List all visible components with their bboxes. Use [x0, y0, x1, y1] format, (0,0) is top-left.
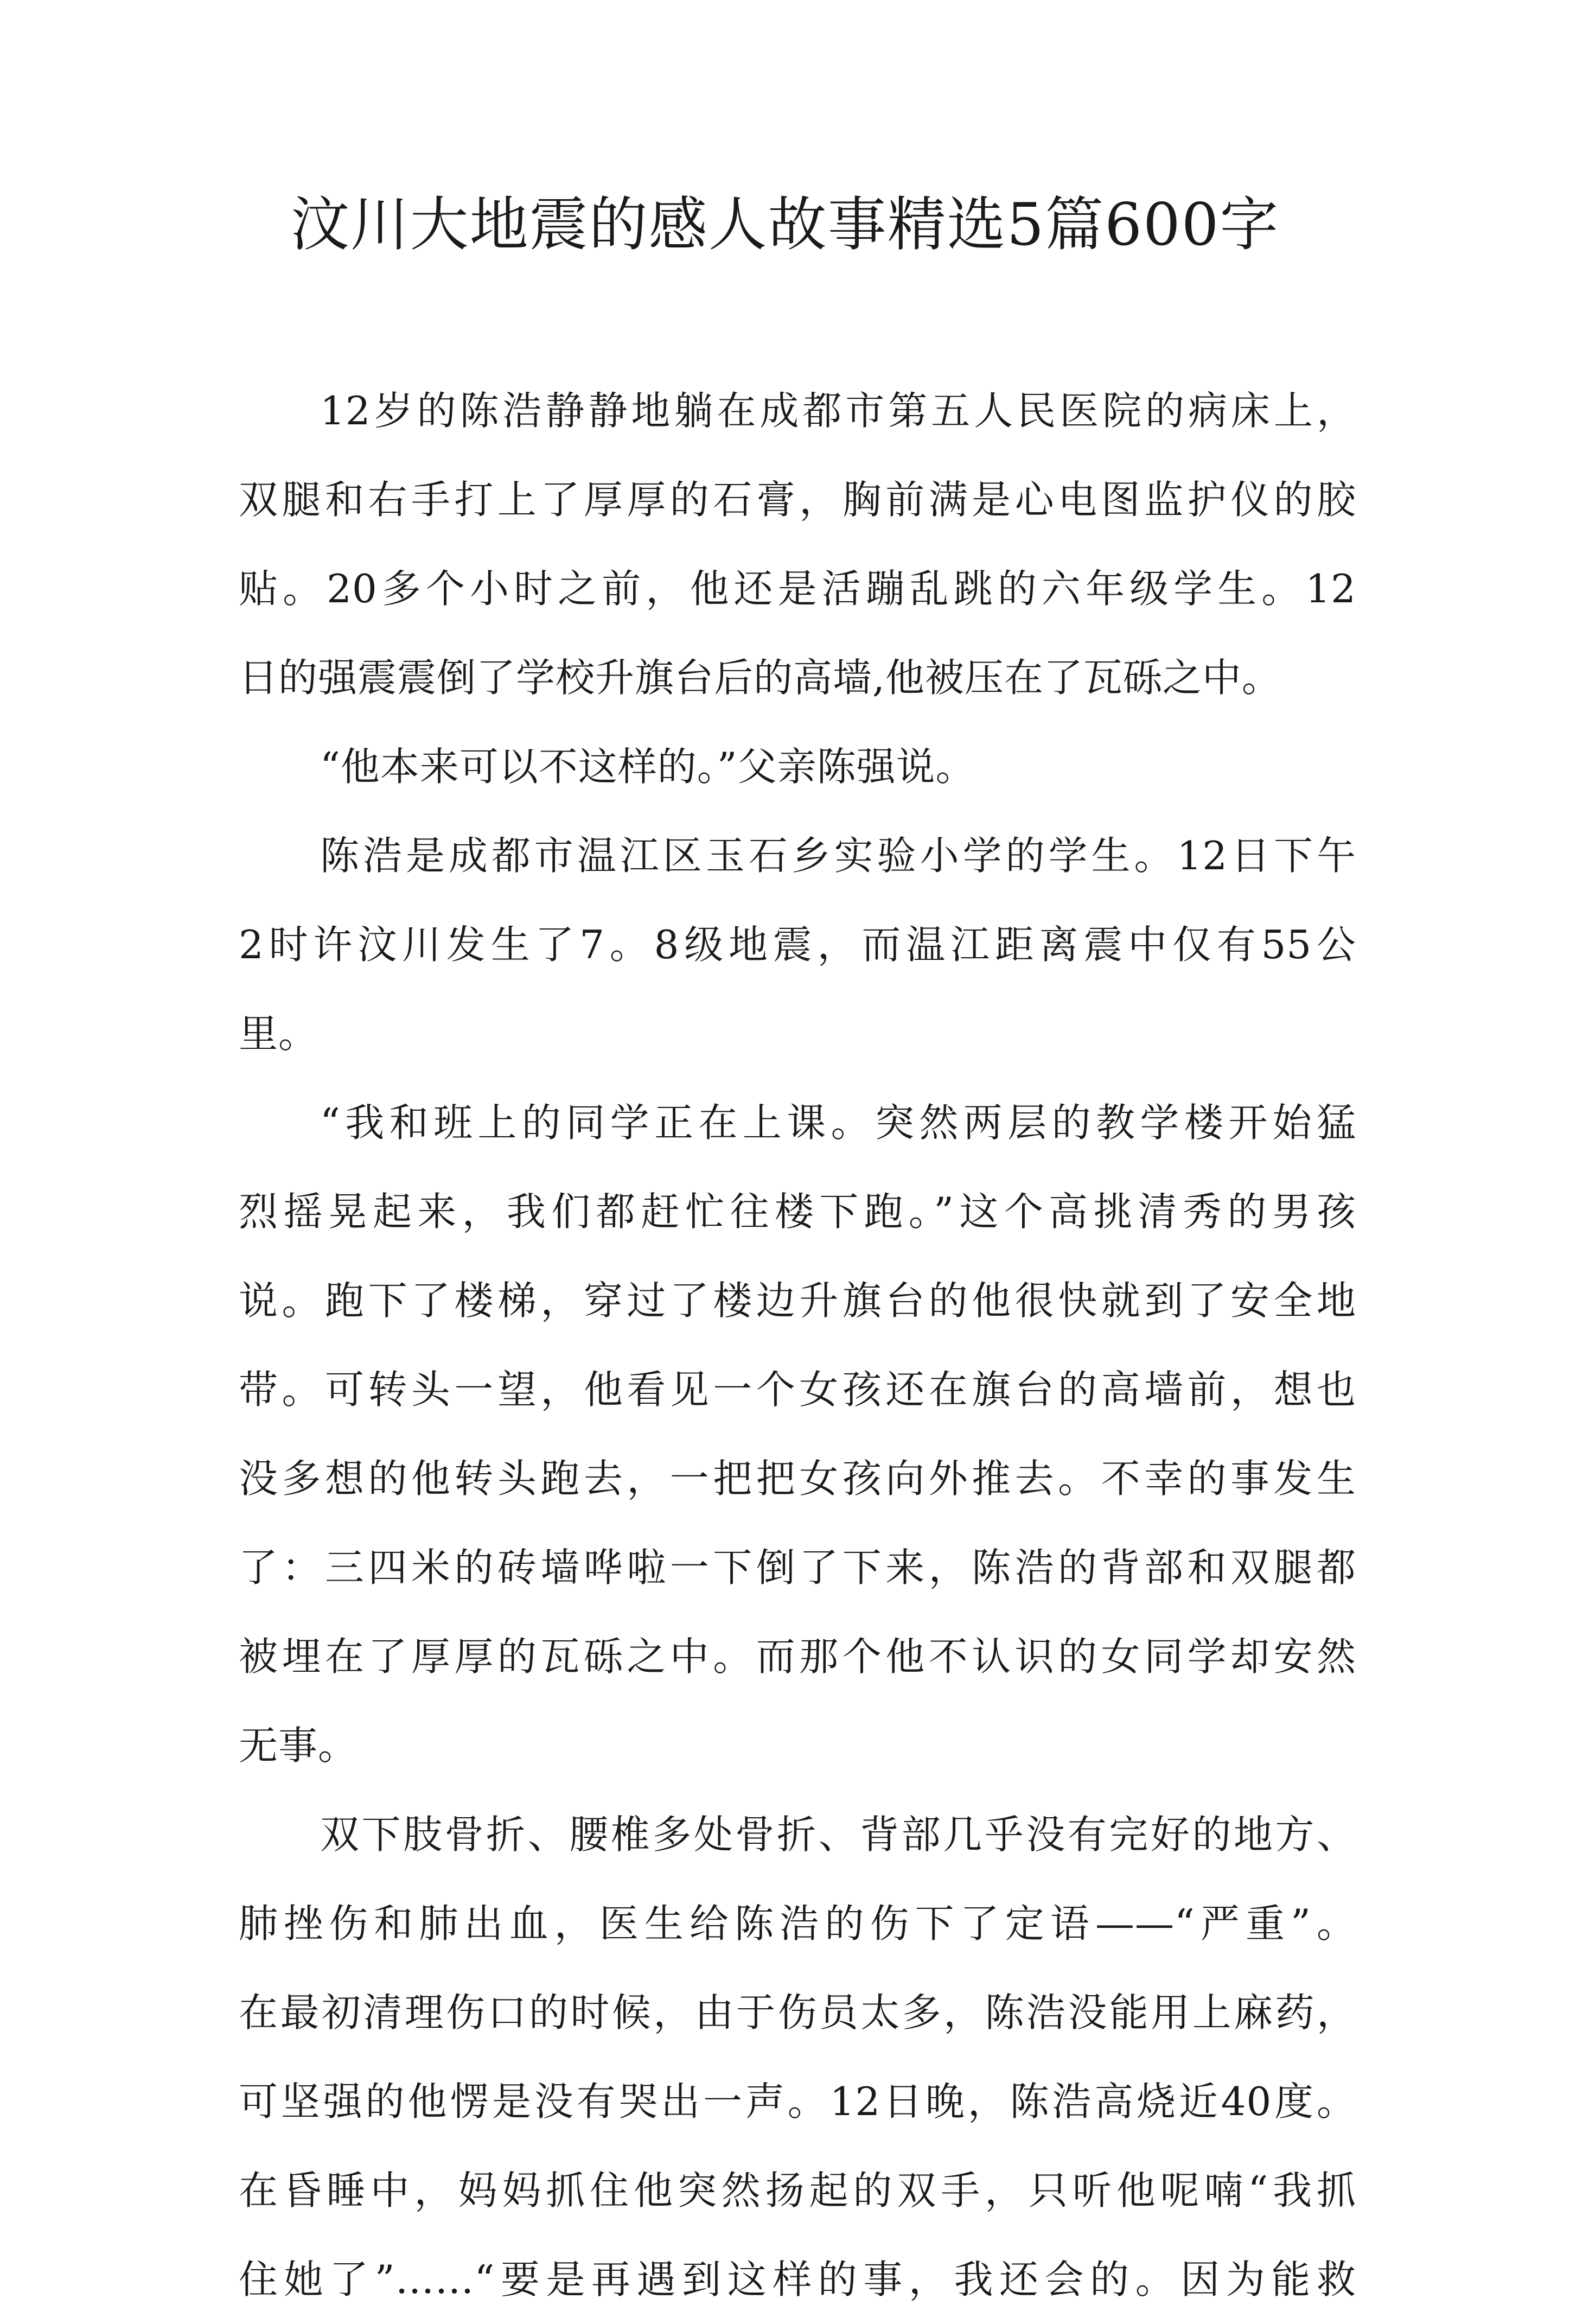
body-line: 贴。20多个小时之前，他还是活蹦乱跳的六年级学生。12 [239, 566, 1356, 612]
body-line: 12岁的陈浩静静地躺在成都市第五人民医院的病床上， [320, 388, 1356, 434]
body-line: “我和班上的同学正在上课。突然两层的教学楼开始猛 [320, 1100, 1356, 1145]
body-line: 无事。 [239, 1723, 358, 1768]
body-line: 住她了”……“要是再遇到这样的事，我还会的。因为能救 [239, 2257, 1356, 2302]
body-line: 在最初清理伤口的时候，由于伤员太多，陈浩没能用上麻药， [239, 1990, 1356, 2035]
body-line: 肺挫伤和肺出血，医生给陈浩的伤下了定语——“严重”。 [239, 1901, 1356, 1946]
body-line: 没多想的他转头跑去，一把把女孩向外推去。不幸的事发生 [239, 1456, 1356, 1501]
body-line: 带。可转头一望，他看见一个女孩还在旗台的高墙前，想也 [239, 1367, 1356, 1412]
document-title: 汶川大地震的感人故事精选5篇600字 [290, 191, 1280, 259]
body-line: 了：三四米的砖墙哗啦一下倒了下来，陈浩的背部和双腿都 [239, 1545, 1356, 1590]
body-line: 烈摇晃起来，我们都赶忙往楼下跑。”这个高挑清秀的男孩 [239, 1189, 1356, 1234]
body-line: 被埋在了厚厚的瓦砾之中。而那个他不认识的女同学却安然 [239, 1634, 1356, 1679]
document-body [239, 366, 1356, 2324]
body-line: 双腿和右手打上了厚厚的石膏，胸前满是心电图监护仪的胶 [239, 477, 1356, 523]
body-line: 2时许汶川发生了7。8级地震，而温江距离震中仅有55公 [239, 922, 1356, 967]
body-line: “他本来可以不这样的。”父亲陈强说。 [320, 744, 975, 789]
body-line: 陈浩是成都市温江区玉石乡实验小学的学生。12日下午 [320, 833, 1356, 878]
body-line: 双下肢骨折、腰椎多处骨折、背部几乎没有完好的地方、 [320, 1812, 1356, 1857]
body-line: 日的强震震倒了学校升旗台后的高墙,他被压在了瓦砾之中。 [239, 655, 1281, 701]
body-line: 说。跑下了楼梯，穿过了楼边升旗台的他很快就到了安全地 [239, 1278, 1356, 1323]
body-line: 在昏睡中，妈妈抓住他突然扬起的双手，只听他呢喃“我抓 [239, 2168, 1356, 2213]
body-line: 可坚强的他愣是没有哭出一声。12日晚，陈浩高烧近40度。 [239, 2079, 1356, 2124]
body-line: 里。 [239, 1011, 318, 1056]
